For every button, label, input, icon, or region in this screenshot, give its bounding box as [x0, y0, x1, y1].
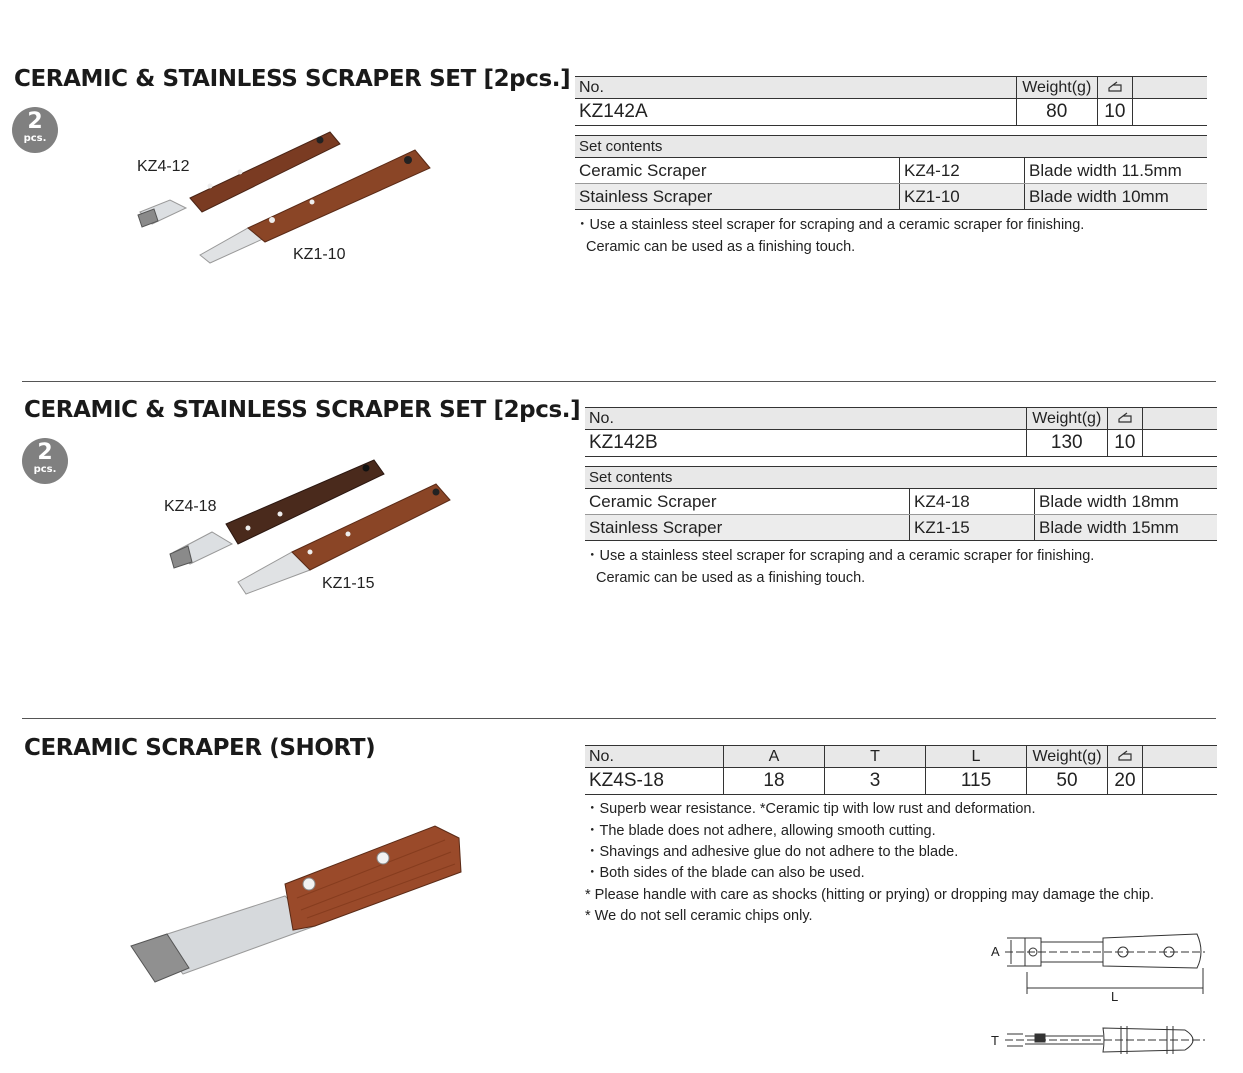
dimension-l: 115 [926, 768, 1027, 795]
spec-table-kz142b [585, 407, 1217, 457]
dimension-label-l: L [1111, 989, 1119, 1004]
set-item-code: KZ4-18 [910, 489, 1035, 515]
header-weight: Weight(g) [1027, 746, 1108, 768]
set-item-name: Stainless Scraper [585, 515, 910, 541]
set-contents-table-kz142b [585, 466, 1217, 541]
ceramic-scraper-short-image [125, 818, 470, 990]
pcs-badge [22, 438, 68, 484]
set-item-blade: Blade width 10mm [1025, 184, 1208, 210]
note-line: * Please handle with care as shocks (hitting or prying) or dropping may damage the chip. [585, 887, 1155, 903]
note-line: ・Use a stainless steel scraper for scraping and a ceramic scraper for finishing. [585, 548, 1095, 564]
set-item-name: Stainless Scraper [575, 184, 900, 210]
set-contents-header: Set contents [585, 467, 1217, 489]
section1-title: CERAMIC & STAINLESS SCRAPER SET [2pcs.] [14, 66, 571, 92]
set-contents-header: Set contents [575, 136, 1207, 158]
box-icon [1107, 408, 1142, 430]
header-weight: Weight(g) [1016, 77, 1097, 99]
section3-title: CERAMIC SCRAPER (SHORT) [24, 735, 376, 761]
header-t: T [825, 746, 926, 768]
dimension-a: 18 [724, 768, 825, 795]
header-no: No. [585, 746, 724, 768]
box-icon [1097, 77, 1132, 99]
set-item-code: KZ1-10 [900, 184, 1025, 210]
product-number: KZ142B [585, 430, 1026, 457]
header-weight: Weight(g) [1026, 408, 1107, 430]
set-item-code: KZ4-12 [900, 158, 1025, 184]
pack-quantity: 10 [1107, 430, 1142, 457]
note-line: * We do not sell ceramic chips only. [585, 908, 813, 924]
stainless-scraper-image [200, 150, 430, 263]
pack-quantity: 10 [1097, 99, 1132, 126]
set-item-blade: Blade width 15mm [1035, 515, 1218, 541]
dimension-label-t: T [991, 1033, 999, 1048]
section-divider [22, 381, 1216, 382]
product-number: KZ142A [575, 99, 1016, 126]
pcs-badge [12, 107, 58, 153]
ceramic-scraper-image [170, 460, 384, 568]
badge-unit: pcs. [23, 133, 47, 144]
note-line: ・Shavings and adhesive glue do not adhere to the blade. [585, 844, 959, 860]
scraper-label-ceramic: KZ4-12 [137, 158, 190, 175]
product-weight: 130 [1026, 430, 1107, 457]
section-divider [22, 718, 1216, 719]
product-weight: 50 [1027, 768, 1108, 795]
set-item-name: Ceramic Scraper [575, 158, 900, 184]
note-line: ・The blade does not adhere, allowing smooth cutting. [585, 823, 936, 839]
note-line: Ceramic can be used as a finishing touch. [586, 239, 856, 255]
spec-table-kz4s-18 [585, 745, 1217, 795]
note-line: ・Use a stainless steel scraper for scraping and a ceramic scraper for finishing. [575, 217, 1085, 233]
header-no: No. [585, 408, 1026, 430]
product-number: KZ4S-18 [585, 768, 724, 795]
scraper-label-stainless: KZ1-15 [322, 575, 375, 592]
note-line: Ceramic can be used as a finishing touch. [596, 570, 866, 586]
section2-title: CERAMIC & STAINLESS SCRAPER SET [2pcs.] [24, 397, 581, 423]
box-icon [1108, 746, 1143, 768]
product-weight: 80 [1016, 99, 1097, 126]
scraper-label-stainless: KZ1-10 [293, 246, 346, 263]
note-line: ・Superb wear resistance. *Ceramic tip with low rust and deformation. [585, 801, 1036, 817]
note-line: ・Both sides of the blade can also be used. [585, 865, 865, 881]
pack-quantity: 20 [1108, 768, 1143, 795]
header-a: A [724, 746, 825, 768]
header-no: No. [575, 77, 1016, 99]
set-item-blade: Blade width 11.5mm [1025, 158, 1208, 184]
header-l: L [926, 746, 1027, 768]
set-item-name: Ceramic Scraper [585, 489, 910, 515]
set-contents-table-kz142a [575, 135, 1207, 210]
dimension-label-a: A [991, 944, 1000, 959]
set-item-code: KZ1-15 [910, 515, 1035, 541]
badge-unit: pcs. [33, 464, 57, 475]
dimension-t: 3 [825, 768, 926, 795]
set-item-blade: Blade width 18mm [1035, 489, 1218, 515]
scraper-set-image [160, 452, 460, 600]
badge-number: 2 [37, 440, 53, 465]
badge-number: 2 [27, 109, 43, 134]
stainless-scraper-image [238, 484, 450, 594]
scraper-label-ceramic: KZ4-18 [164, 498, 217, 515]
dimension-diagram [985, 928, 1215, 1068]
scraper-set-image [130, 120, 440, 270]
spec-table-kz142a [575, 76, 1207, 126]
